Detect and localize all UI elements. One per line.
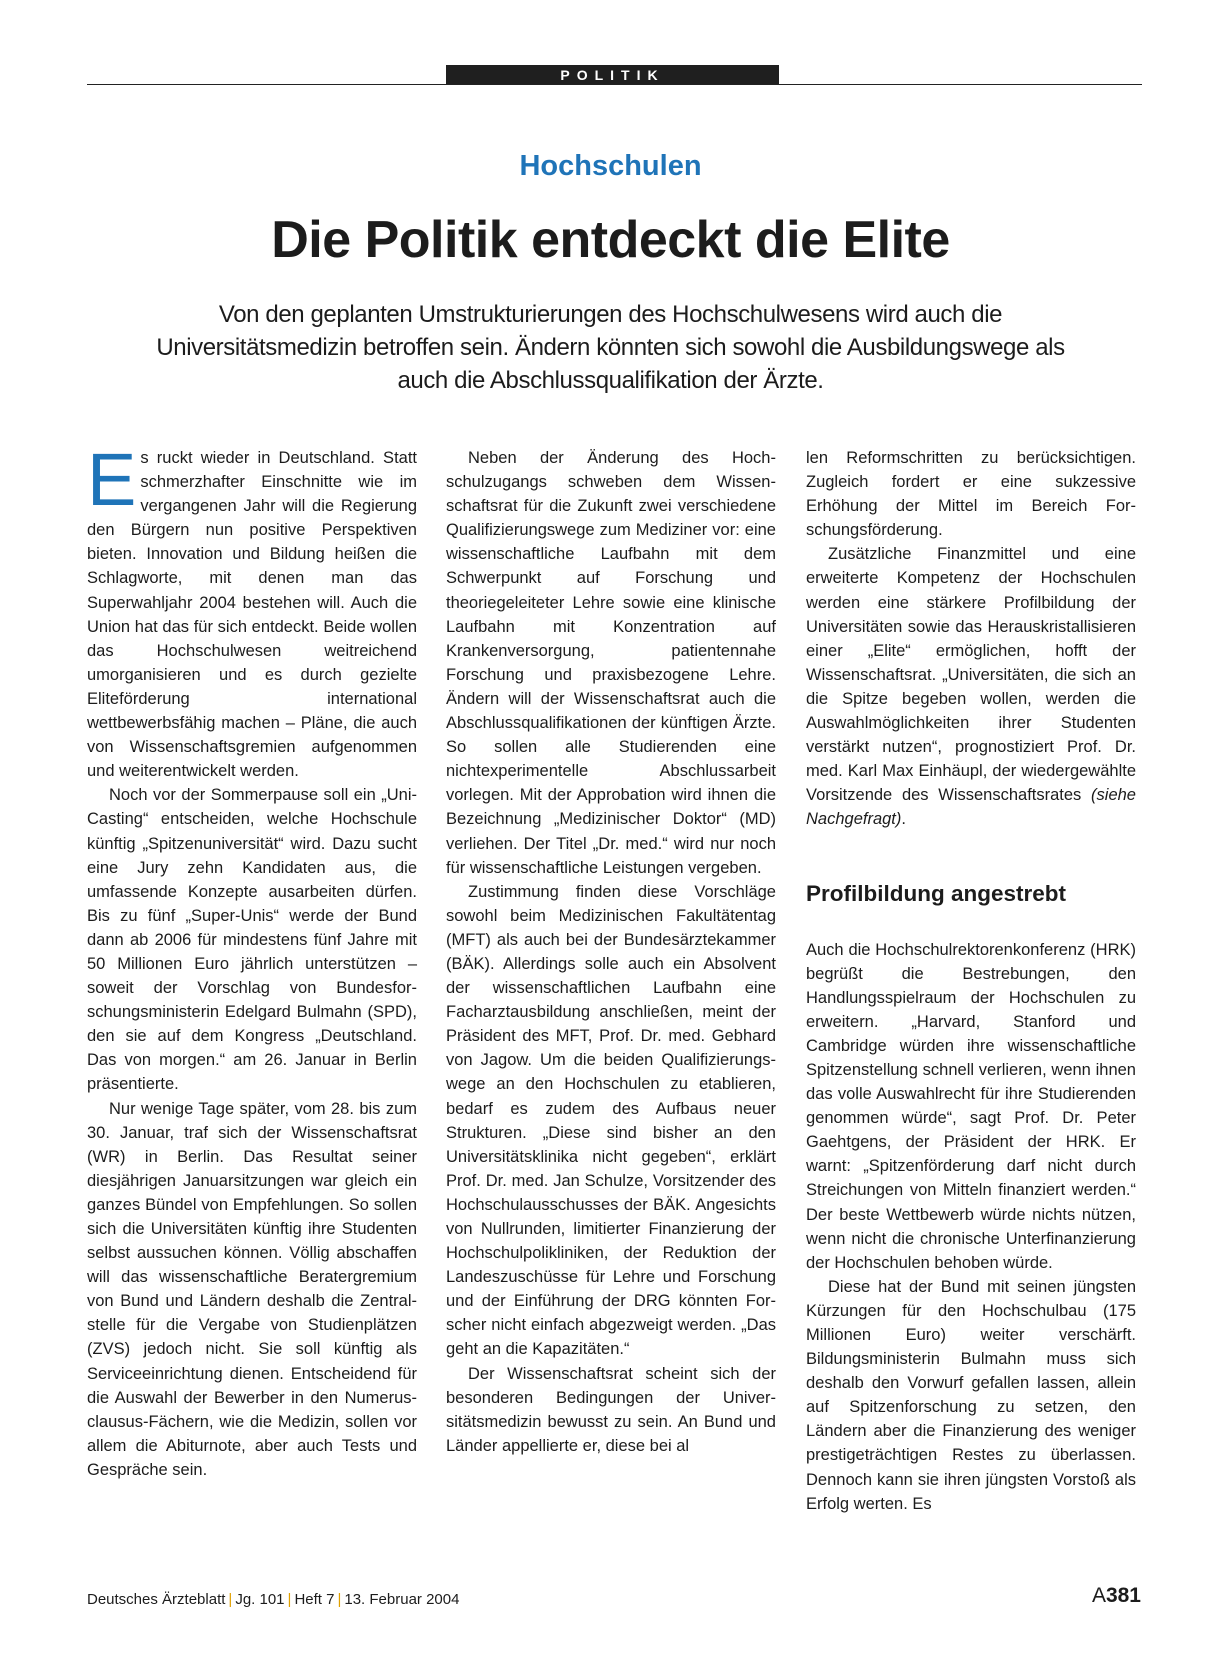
paragraph-text: s ruckt wieder in Deutschland. Statt schmerzhafter Einschnitte wie im vergangenen Jahr will die Regierung den Bürgern nun positive Perspektiven bieten. Innovation und Bildung heißen die Schlagworte, mit denen man das Superwahljahr 2004 bestehen will. Auch die Union hat das für sich entdeckt. Beide wollen das Hochschulwesen weitreichend umorganisieren und es durch gezielte Eliteförderung international wettbewerbsfähig machen – Pläne, die auch von Wissenschaftsgremien aufgenommen und weiterentwickelt werden. [87, 449, 417, 781]
article-headline: Die Politik entdeckt die Elite [271, 211, 950, 269]
page-number-value: 381 [1105, 1584, 1141, 1607]
paragraph-text: Zusätzliche Finanzmittel und eine erweiterte Kompetenz der Hochschulen werden eine stärkere Profilbildung der Universitäten sowie das Herauskristallisieren einer „Elite“ ermöglichen, hofft der Wissenschaftsrat. „Universitäten, die sich an die Spitze begeben wollen, werden die Auswahlmöglichkeiten ihrer Studenten verstärkt nutzen“, prognostiziert Prof. Dr. med. Karl Max Einhäupl, der wiedergewählte Vorsitzende des Wissenschaftsrates [806, 545, 1136, 805]
paragraph-end: . [901, 810, 906, 829]
separator: | [337, 1591, 342, 1608]
journal-name: Deutsches Ärzteblatt [87, 1591, 226, 1608]
section-subheading: Profilbildung angestrebt [806, 880, 1067, 906]
paragraph [806, 542, 1136, 831]
article-column-2 [446, 446, 776, 1458]
article-column-1 [87, 438, 417, 1482]
footer-citation [87, 1591, 459, 1608]
article-column-3 [806, 446, 1136, 1516]
header-rule [87, 84, 1142, 85]
article-lead: Von den geplanten Umstrukturierungen des Hochschulwesens wird auch die Universitätsmedizin betroffen sein. Ändern könnten sich sowohl die Ausbildungswege als auch die Abschlussqualifikation der Ärzte. [156, 301, 1065, 394]
paragraph: Zustimmung finden diese Vorschläge sowohl beim Medizinischen Fakultätentag (MFT) als auch bei der Bundesärztekammer (BÄK). Allerdings solle auch ein Absolvent der wissenschaftlichen Laufbahn eine Facharztausbildung anschließen, meint der Präsident des MFT, Prof. Dr. med. Gebhard von Jagow. Um die beiden Qualifizierungswege an den Hochschulen zu etablieren, bedarf es zudem des Aufbaus neuer Strukturen. „Diese sind bisher an den Universitätsklinika nicht gegeben“, erklärt Prof. Dr. med. Jan Schulze, Vorsitzender des Hochschulausschusses der BÄK. Angesichts von Nullrunden, limitierter Finanzierung der Hochschulpolikliniken, der Reduktion der Landeszuschüsse für Lehre und Forschung und der Einführung der DRG könnten Forscher nicht einfach abgezweigt werden. „Das geht an die Kapazitäten.“ [446, 882, 776, 1359]
article-kicker: Hochschulen [519, 150, 702, 182]
paragraph: Der Wissenschaftsrat scheint sich der besonderen Bedingungen der Universitätsmedizin bewusst zu sein. An Bund und Länder appellierte er, diese bei al [446, 1364, 776, 1455]
paragraph: Neben der Änderung des Hochschulzugangs schweben dem Wissenschaftsrat für die Zukunft zwei verschiedene Qualifizierungswege zum Mediziner vor: eine wissenschaftliche Laufbahn mit dem Schwerpunkt auf Forschung und theoriegeleiteter Lehre sowie eine klinische Laufbahn mit Konzentration auf Krankenversorgung, patientennahe Forschung und praxisbezogene Lehre. Ändern will der Wissenschaftsrat auch die Abschlussqualifikationen der künftigen Ärzte. So sollen alle Studierenden eine nichtexperimentelle Abschlussarbeit vorlegen. Mit der Approbation wird ihnen die Bezeichnung „Medizinischer Doktor“ (MD) verliehen. Der Titel „Dr. med.“ wird nur noch für wissenschaftliche Leistungen vergeben. [446, 449, 776, 877]
drop-cap: E [87, 438, 137, 521]
separator: | [287, 1591, 292, 1608]
paragraph: Diese hat der Bund mit seinen jüngsten Kürzungen für den Hochschulbau (175 Millionen Euro) weiter verschärft. Bildungsministerin Bulmahn muss sich deshalb den Vorwurf gefallen lassen, allein auf Spitzenforschung zu setzen, den Ländern aber die Finanzierung des weniger prestigeträchtigen Restes zu überlassen. Dennoch kann sie ihren jüngsten Vorstoß als Erfolg werten. Es [806, 1277, 1136, 1513]
paragraph: Auch die Hochschulrektorenkonferenz (HRK) begrüßt die Bestrebungen, den Handlungsspielraum der Hochschulen zu erweitern. „Harvard, Stanford und Cambridge würden ihre wissenschaftliche Spitzenstellung schnell verlieren, wenn ihnen das volle Auswahlrecht für ihre Studierenden genommen würde“, sagt Prof. Dr. Peter Gaehtgens, der Präsident der HRK. Er warnt: „Spitzenförderung darf nicht durch Streichungen von Mitteln finanziert werden.“ Der beste Wettbewerb würde nichts nützen, wenn nicht die chronische Unterfinanzierung der Hochschulen behoben würde. [806, 940, 1136, 1272]
paragraph: Noch vor der Sommerpause soll ein „Uni-Casting“ entscheiden, welche Hochschule künftig „Spitzenuniversität“ wird. Dazu sucht eine Jury zehn Kandidaten aus, die umfassende Konzepte ausarbeiten dürfen. Bis zu fünf „Super-Unis“ werde der Bund dann ab 2006 für mindestens fünf Jahre mit 50 Millionen Euro jährlich unterstützen – soweit der Vorschlag von Bundesforschungsministerin Edelgard Bulmahn (SPD), den sie auf dem Kongress „Deutschland. Das von morgen.“ am 26. Januar in Berlin präsentierte. [87, 786, 417, 1094]
paragraph [87, 438, 417, 783]
cross-reference: (siehe Nachgefragt) [806, 786, 1136, 829]
paragraph: Nur wenige Tage später, vom 28. bis zum 30. Januar, traf sich der Wissenschaftsrat (WR) in Berlin. Das Resultat seiner diesjährigen Januarsitzungen war gleich ein ganzes Bündel von Empfehlungen. So sollen sich die Universitäten künftig ihre Studenten selbst aussuchen können. Völlig abschaffen will das wissenschaftliche Beratergremium von Bund und Ländern deshalb die Zentralstelle für die Vergabe von Studienplätzen (ZVS) jedoch nicht. Sie soll künftig als Serviceeinrichtung dienen. Entscheidend für die Auswahl der Bewerber in den Numerus-clausus-Fächern, wie die Medizin, sollen vor allem die Abiturnote, aber auch Tests und Gespräche sein. [87, 1099, 417, 1479]
section-label: POLITIK [446, 65, 779, 85]
separator: | [228, 1591, 233, 1608]
paragraph: len Reformschritten zu berücksichtigen. Zugleich fordert er eine sukzessive Erhöhung der Mittel im Bereich Forschungsförderung. [806, 449, 1136, 540]
page-number [1092, 1584, 1141, 1608]
volume: Jg. 101 [235, 1591, 285, 1608]
page-prefix: A [1091, 1584, 1106, 1607]
issue-date: 13. Februar 2004 [344, 1591, 460, 1608]
issue: Heft 7 [294, 1591, 335, 1608]
